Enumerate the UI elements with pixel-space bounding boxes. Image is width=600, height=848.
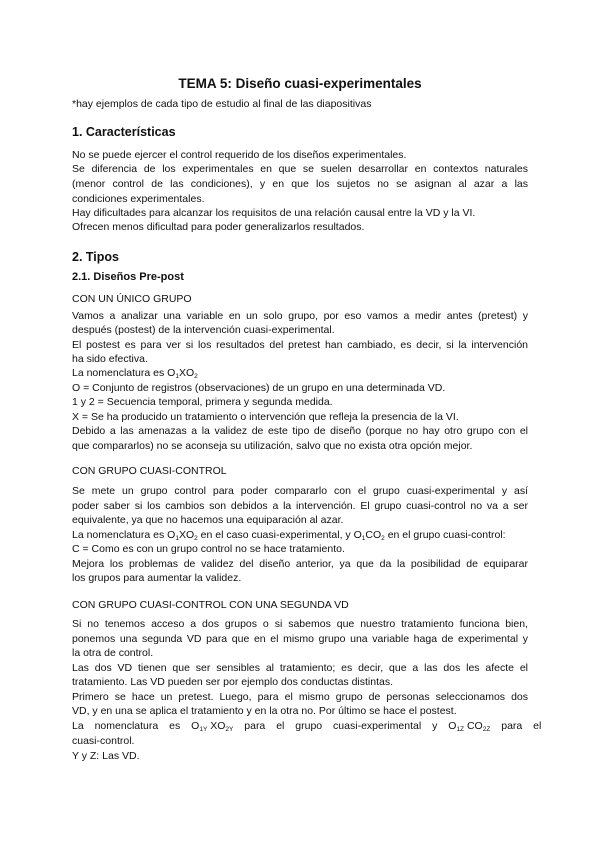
design-heading: CON GRUPO CUASI-CONTROL [72,465,227,477]
text-line: (menor control de las condiciones), y en que los sujetos no se asignan al azar a las [72,178,528,190]
text-line: 1 y 2 = Secuencia temporal, primera y segunda medida. [72,396,333,408]
text-line: la otra de control. [72,647,154,659]
text-line: ha sido efectiva. [72,353,148,365]
text-line: No se puede ejercer el control requerido de los diseños experimentales. [72,149,407,161]
formula: $O_1XO_2$ [167,367,198,380]
design-heading: CON GRUPO CUASI-CONTROL CON UNA SEGUNDA VD [72,599,349,611]
text-line: equivalente, ya que no hacemos una equiparación al azar. [72,514,344,526]
text-line: El postest es para ver si los resultados del pretest han cambiado, es decir, si la intervención [72,339,528,351]
text-line: los grupos para aumentar la validez. [72,572,242,584]
text-line: Vamos a analizar una variable en un solo grupo, por eso vamos a medir antes (pretest) y [72,310,528,322]
nomenclature-line: La nomenclatura es $O_1XO_2$ [72,367,198,380]
text-line: ponemos una segunda VD para que en el mismo grupo una variable haga de experimental y [72,633,528,645]
page-title: TEMA 5: Diseño cuasi-experimentales [178,76,422,91]
text-line: poder saber si los cambios son debidos a la intervención. El grupo cuasi-control no va a ser [72,500,528,512]
section-1-heading: 1. Características [72,125,176,139]
text-line: cuasi-control. [72,735,135,747]
text-line: Y y Z: Las VD. [72,750,140,762]
nomenclature-line: La nomenclatura es $O_1XO_2$ en el caso cuasi-experimental, y $O_1CO_2$ en el grupo cuasi-control: [72,529,506,542]
text-line: Debido a las amenazas a la validez de este tipo de diseño (porque no hay otro grupo con el [72,425,528,437]
subsection-heading: 2.1. Diseños Pre-post [72,271,184,283]
nomenclature-line: La nomenclatura es $O_{1Y}$ $XO_{2Y}$ para el grupo cuasi-experimental y $O_{1Z}$ $CO_{2Z}$ para el [72,720,542,733]
text-line: condiciones experimentales. [72,193,205,205]
formula: $O_{1Z}$ $CO_{2Z}$ [448,720,491,733]
text-line: tratamiento. Las VD pueden ser por ejemplo dos conductas distintas. [72,676,394,688]
formula: $O_1CO_2$ [353,529,385,542]
text-line: después (postest) de la intervención cuasi-experimental. [72,324,335,336]
text-line: Se mete un grupo control para poder compararlo con el grupo cuasi-experimental y así [72,485,528,497]
formula: $O_1XO_2$ [167,529,198,542]
text-line: que compararlos) no se aconseja su utilización, salvo que no exista otra opción mejor. [72,440,473,452]
text-line: X = Se ha producido un tratamiento o intervención que refleja la presencia de la VI. [72,411,459,423]
text-line: Primero se hace un pretest. Luego, para el mismo grupo de personas seleccionamos dos [72,691,528,703]
text-line: Hay dificultades para alcanzar los requisitos de una relación causal entre la VD y la VI. [72,207,476,219]
formula: $O_{1Y}$ $XO_{2Y}$ [191,720,234,733]
text-line: VD, y en una se aplica el tratamiento y en la otra no. Por último se hace el postest. [72,705,457,717]
text-line: Mejora los problemas de validez del diseño anterior, ya que da la posibilidad de equiparar [72,558,528,570]
text-line: Las dos VD tienen que ser sensibles al tratamiento; es decir, que a las dos les afecte el [72,662,528,674]
text-line: C = Como es con un grupo control no se hace tratamiento. [72,543,345,555]
text-line: Si no tenemos acceso a dos grupos o si sabemos que nuestro tratamiento funciona bien, [72,618,528,630]
note-line: *hay ejemplos de cada tipo de estudio al final de las diapositivas [72,98,372,110]
text-line: Ofrecen menos dificultad para poder generalizarlos resultados. [72,221,365,233]
section-2-heading: 2. Tipos [72,250,120,264]
text-line: Se diferencia de los experimentales en que se suelen desarrollar en contextos naturales [72,163,528,175]
design-heading: CON UN ÚNICO GRUPO [72,293,192,305]
text-line: O = Conjunto de registros (observaciones) de un grupo en una determinada VD. [72,382,446,394]
